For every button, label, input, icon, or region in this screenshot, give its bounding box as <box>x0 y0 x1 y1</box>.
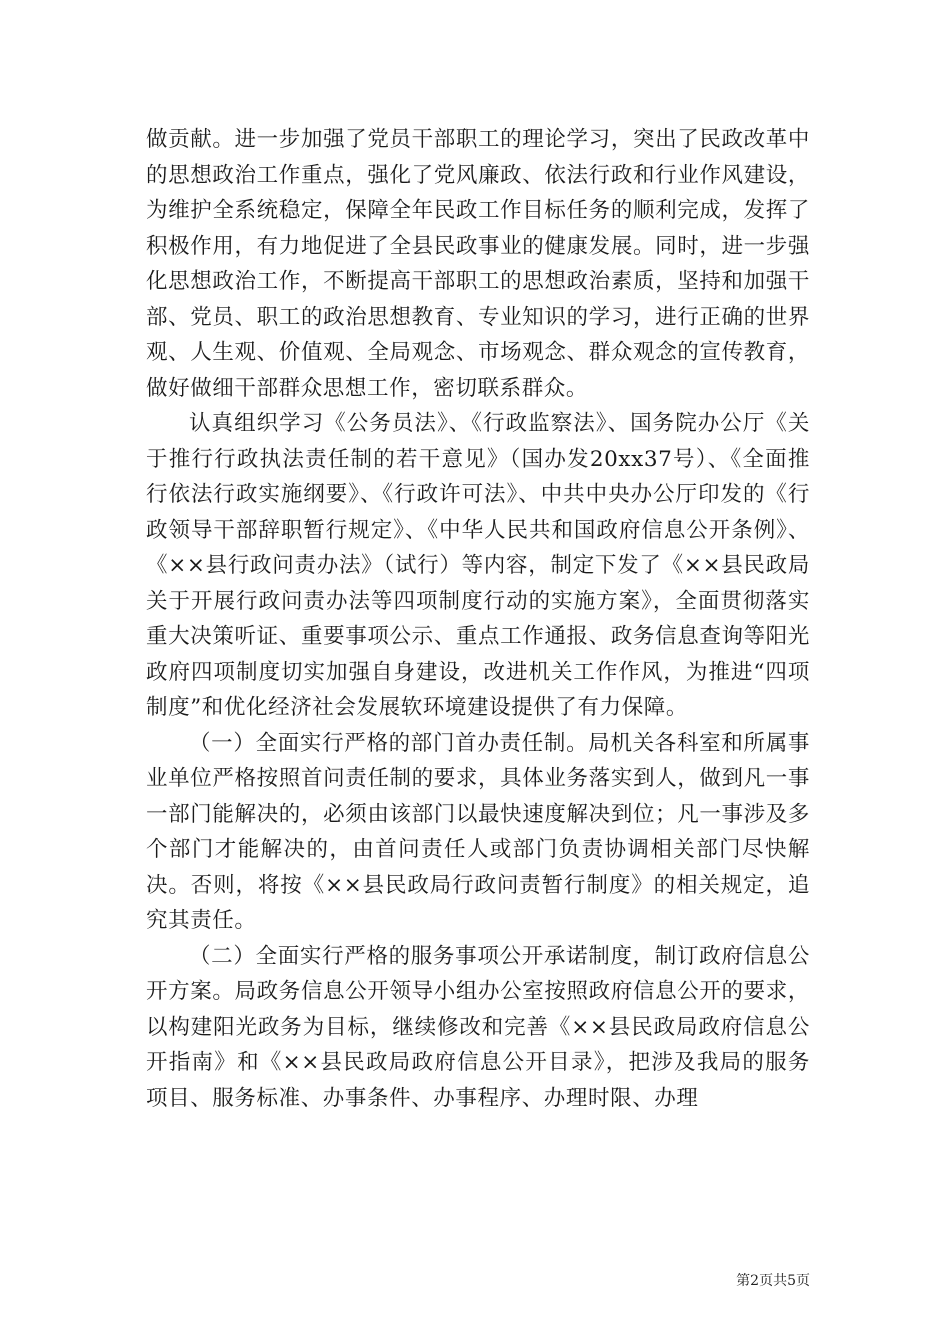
paragraph-service-disclosure: （二）全面实行严格的服务事项公开承诺制度，制订政府信息公开方案。局政务信息公开领导小组办公室按照政府信息公开的要求，以构建阳光政务为目标，继续修改和完善《××县民政局政府信息公开指南》和《××县民政局政府信息公开目录》，把涉及我局的服务项目、服务标准、办事条件、办事程序、办理时限、办理 <box>146 943 810 1111</box>
page-number-footer: 第2页共5页 <box>736 1273 810 1289</box>
paragraph-first-responsibility: （一）全面实行严格的部门首办责任制。局机关各科室和所属事业单位严格按照首问责任制的要求，具体业务落实到人，做到凡一事一部门能解决的，必须由该部门以最快速度解决到位；凡一事涉及多个部门才能解决的，由首问责任人或部门负责协调相关部门尽快解决。否则，将按《××县民政局行政问责暂行制度》的相关规定，追究其责任。 <box>146 730 810 933</box>
document-body <box>146 122 810 1116</box>
paragraph-political-work: 做贡献。进一步加强了党员干部职工的理论学习，突出了民政改革中的思想政治工作重点，强化了党风廉政、依法行政和行业作风建设，为维护全系统稳定，保障全年民政工作目标任务的顺利完成，发挥了积极作用，有力地促进了全县民政事业的健康发展。同时，进一步强化思想政治工作，不断提高干部职工的思想政治素质，坚持和加强干部、党员、职工的政治思想教育、专业知识的学习，进行正确的世界观、人生观、价值观、全局观念、市场观念、群众观念的宣传教育，做好做细干部群众思想工作，密切联系群众。 <box>146 127 810 401</box>
paragraph-law-study: 认真组织学习《公务员法》、《行政监察法》、国务院办公厅《关于推行行政执法责任制的若干意见》（国办发20xx37号）、《全面推行依法行政实施纲要》、《行政许可法》、中共中央办公厅印发的《行政领导干部辞职暂行规定》、《中华人民共和国政府信息公开条例》、《××县行政问责办法》（试行）等内容，制定下发了《××县民政局关于开展行政问责办法等四项制度行动的实施方案》，全面贯彻落实重大决策听证、重要事项公示、重点工作通报、政务信息查询等阳光政府四项制度切实加强自身建设，改进机关工作作风，为推进“四项制度”和优化经济社会发展软环境建设提供了有力保障。 <box>146 411 810 720</box>
